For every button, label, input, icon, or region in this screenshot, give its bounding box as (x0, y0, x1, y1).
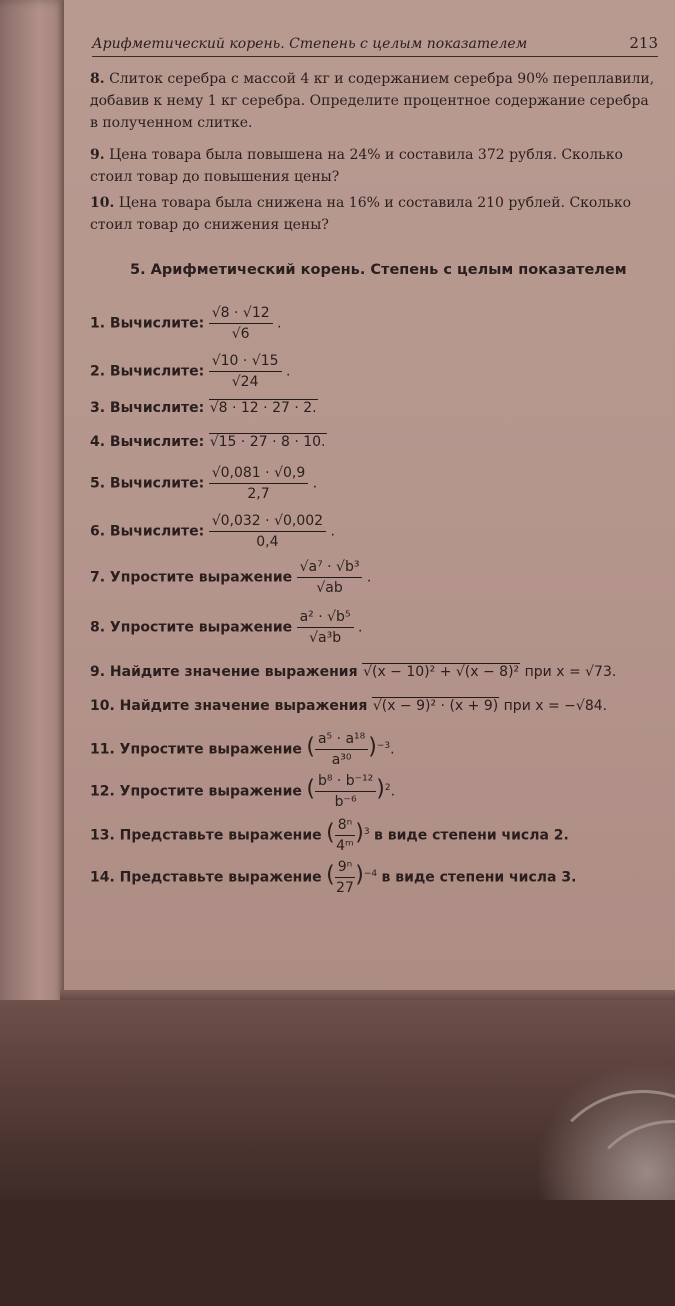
denominator: 2,7 (247, 486, 270, 502)
exercise-9 (90, 664, 616, 680)
exercise-8: 8. Упростите выражение $\frac{\text{a² · √b⁵}}{\text{√a³b}}$ . (90, 609, 363, 646)
exercise-6: 6. Вычислите: $\frac{√0,032 \cdot √0,002}{0,4}$ . (90, 513, 335, 550)
problem-9 (90, 144, 660, 188)
fraction (335, 858, 356, 897)
fraction (297, 558, 363, 597)
condition-word: при (524, 664, 552, 680)
exercise-3 (90, 400, 318, 416)
exercise-10 (90, 698, 607, 714)
numerator: √a⁷ · √b³ (297, 558, 363, 578)
exponent: −3 (376, 740, 391, 751)
fraction (297, 608, 354, 647)
exercise-11: 11. Упростите выражение ( $\frac{\text{a⁵ · a¹⁸}}{\text{a³⁰}}$ )$^{-3}$. (90, 731, 395, 768)
exercise-12: 12. Упростите выражение ( $\frac{\text{b⁸ · b⁻¹²}}{\text{b⁻⁶}}$ )$^2$. (90, 773, 396, 810)
fraction (209, 512, 326, 551)
denominator: a³⁰ (331, 752, 352, 768)
fraction (209, 304, 273, 343)
exercise-4 (90, 434, 327, 450)
expression: √15 · 27 · 8 · 10. (209, 434, 326, 450)
denominator: √6 (231, 326, 250, 342)
exercise-tail: в виде степени числа 3. (381, 869, 577, 886)
exercise-5: 5. Вычислите: $\frac{√0,081 \cdot √0,9}{2,7}$ . (90, 465, 318, 502)
left-page-edge (0, 0, 72, 1140)
denominator: 4ᵐ (336, 838, 354, 854)
denominator: √a³b (309, 630, 342, 646)
numerator: 8ⁿ (335, 816, 356, 836)
section-title: 5. Арифметический корень. Степень с целым показателем (130, 262, 627, 278)
exercise-label: 8. Упростите выражение (90, 619, 293, 636)
exponent: 3 (363, 826, 370, 837)
numerator: a² · √b⁵ (297, 608, 354, 628)
exercise-label: 2. Вычислите: (90, 363, 205, 380)
numerator: 9ⁿ (335, 858, 356, 878)
exponent: −4 (363, 868, 378, 879)
denominator: 27 (336, 880, 354, 896)
exercise-label: 12. Упростите выражение (90, 783, 302, 800)
denominator: √24 (231, 374, 259, 390)
exercise-2: 2. Вычислите: $\frac{√10 \cdot √15}{√24}$ . (90, 353, 291, 390)
exercise-label: 13. Представьте выражение (90, 827, 322, 844)
expression: √(x − 10)² + √(x − 8)² (363, 664, 520, 680)
fraction (209, 352, 282, 391)
exercise-label: 7. Упростите выражение (90, 569, 293, 586)
exercise-13: 13. Представьте выражение ( $\frac{\text{8ⁿ}}{\text{4ᵐ}}$ )$^3$ в виде степени числа 2. (90, 817, 569, 854)
condition: x = √73. (556, 664, 617, 680)
exercise-label: 1. Вычислите: (90, 315, 205, 332)
denominator: 0,4 (256, 534, 279, 550)
fraction (209, 464, 309, 503)
problem-10 (90, 192, 660, 236)
expression: √(x − 9)² · (x + 9) (372, 698, 499, 714)
exercise-14: 14. Представьте выражение ( $\frac{\text{9ⁿ}}{27}$ )$^{-4}$ в виде степени числа 3. (90, 859, 577, 896)
problem-number: 9. (90, 147, 105, 163)
problem-number: 10. (90, 195, 115, 211)
numerator: √0,032 · √0,002 (209, 512, 326, 532)
exercise-7: 7. Упростите выражение $\frac{\text{√a⁷ · √b³}}{√ab}$ . (90, 559, 372, 596)
page-header (92, 34, 658, 57)
exercise-label: 5. Вычислите: (90, 475, 205, 492)
numerator: √10 · √15 (209, 352, 282, 372)
problem-text: Цена товара была снижена на 16% и составила 210 рублей. Сколько стоил товар до снижения цены? (90, 195, 632, 233)
exercise-1: 1. Вычислите: $\frac{√8 \cdot √12}{√6}$ . (90, 305, 282, 342)
exercise-label: 4. Вычислите: (90, 434, 205, 450)
fraction (335, 816, 356, 855)
exercise-label: 14. Представьте выражение (90, 869, 322, 886)
problem-text: Цена товара была повышена на 24% и составила 372 рубля. Сколько стоил товар до повышения цены? (90, 147, 623, 185)
exercise-label: 11. Упростите выражение (90, 741, 302, 758)
running-title: Арифметический корень. Степень с целым показателем (92, 36, 528, 52)
condition-word: при (503, 698, 531, 714)
problem-text: Слиток серебра с массой 4 кг и содержанием серебра 90% переплавили, добавив к нему 1 кг серебра. Определите процентное содержание серебра в полученном слитке. (90, 71, 655, 131)
fraction (315, 730, 368, 769)
denominator: b⁻⁶ (334, 794, 357, 810)
numerator: b⁸ · b⁻¹² (315, 772, 376, 792)
problem-number: 8. (90, 71, 105, 87)
page-number: 213 (629, 34, 658, 52)
exercise-label: 10. Найдите значение выражения (90, 698, 368, 714)
condition: x = −√84. (535, 698, 608, 714)
denominator: √ab (316, 580, 343, 596)
fraction (315, 772, 376, 811)
numerator: a⁵ · a¹⁸ (315, 730, 368, 750)
exercise-label: 9. Найдите значение выражения (90, 664, 358, 680)
exercise-tail: в виде степени числа 2. (374, 827, 569, 844)
expression: √8 · 12 · 27 · 2. (209, 400, 317, 416)
numerator: √0,081 · √0,9 (209, 464, 309, 484)
numerator: √8 · √12 (209, 304, 273, 324)
problem-8 (90, 68, 660, 134)
exercise-label: 6. Вычислите: (90, 523, 205, 540)
exponent: 2 (384, 782, 391, 793)
exercise-label: 3. Вычислите: (90, 400, 205, 416)
